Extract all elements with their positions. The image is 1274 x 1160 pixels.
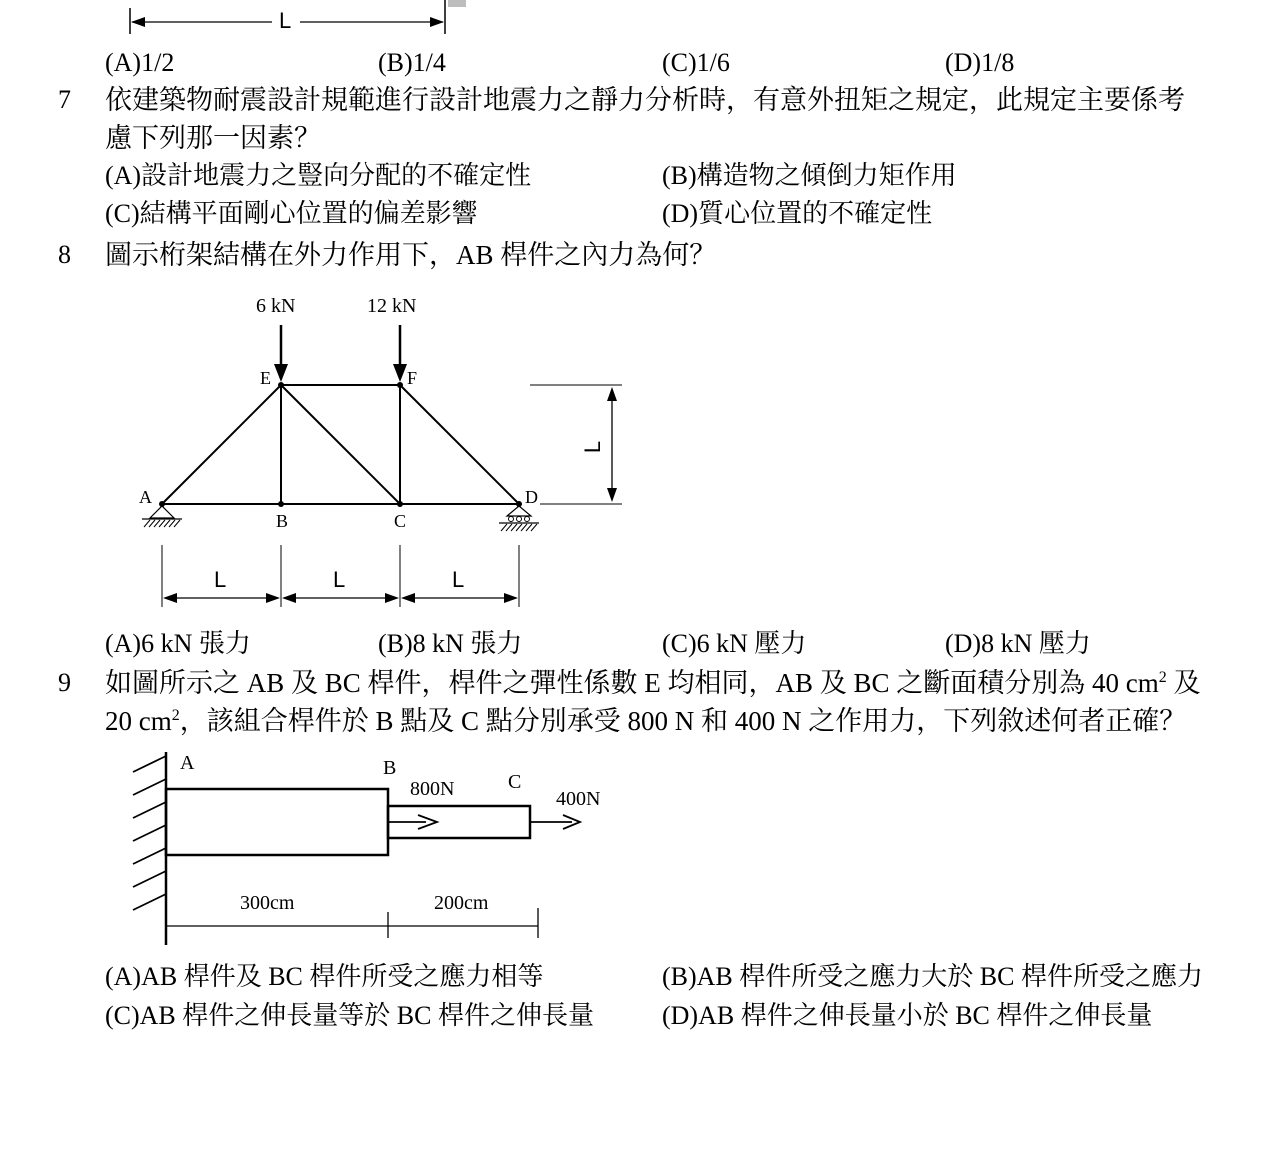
q9-stem-line2: 20 $cm^2$，該組合桿件於 B 點及 C 點分別承受 800 N 和 400 N 之作用力，下列敘述何者正確？ bbox=[105, 706, 1187, 736]
q7-option-b[interactable]: (B)構造物之傾倒力矩作用 bbox=[662, 161, 957, 190]
q6-option-b[interactable]: (B)1/4 bbox=[378, 48, 446, 77]
q7-option-a[interactable]: (A)設計地震力之豎向分配的不確定性 bbox=[105, 161, 532, 190]
q7-option-c[interactable]: (C)結構平面剛心位置的偏差影響 bbox=[105, 199, 478, 228]
q6-option-d[interactable]: (D)1/8 bbox=[945, 48, 1015, 77]
q9-option-d[interactable]: (D)AB 桿件之伸長量小於 BC 桿件之伸長量 bbox=[662, 1001, 1153, 1030]
q8-option-c[interactable]: (C)6 kN 壓力 bbox=[662, 629, 807, 658]
q8-option-b[interactable]: (B)8 kN 張力 bbox=[378, 629, 523, 658]
q8-option-d[interactable]: (D)8 kN 壓力 bbox=[945, 629, 1091, 658]
bar-label-a: A bbox=[180, 752, 195, 774]
load-label-c: 400N bbox=[556, 788, 601, 810]
node-label-f: F bbox=[407, 368, 418, 388]
q8-stem: 圖示桁架結構在外力作用下，AB 桿件之內力為何？ bbox=[105, 240, 717, 270]
node-label-d: D bbox=[525, 487, 538, 507]
q7-stem-line2: 慮下列那一因素？ bbox=[105, 123, 321, 153]
q7-stem-line1: 依建築物耐震設計規範進行設計地震力之靜力分析時，有意外扭矩之規定，此規定主要係考 bbox=[105, 85, 1185, 115]
q7-option-d[interactable]: (D)質心位置的不確定性 bbox=[662, 199, 933, 228]
top-dimension-label: L bbox=[279, 8, 292, 33]
length-label-bc: 200cm bbox=[434, 892, 489, 914]
length-label-ab: 300cm bbox=[240, 892, 295, 914]
q9-option-a[interactable]: (A)AB 桿件及 BC 桿件所受之應力相等 bbox=[105, 962, 544, 991]
question-number-8: 8 bbox=[58, 240, 71, 269]
bar-label-b: B bbox=[383, 757, 397, 779]
q9-option-c[interactable]: (C)AB 桿件之伸長量等於 BC 桿件之伸長量 bbox=[105, 1001, 594, 1030]
q8-option-a[interactable]: (A)6 kN 張力 bbox=[105, 629, 251, 658]
node-label-e: E bbox=[260, 368, 271, 388]
node-label-a: A bbox=[139, 487, 152, 507]
span-label-ab: L bbox=[214, 567, 227, 592]
span-label-bc: L bbox=[333, 567, 346, 592]
load-label-b: 800N bbox=[410, 778, 455, 800]
span-label-cd: L bbox=[452, 567, 465, 592]
bar-label-c: C bbox=[508, 771, 522, 793]
q6-option-a[interactable]: (A)1/2 bbox=[105, 48, 175, 77]
q9-stem-line1: 如圖所示之 AB 及 BC 桿件，桿件之彈性係數 E 均相同，AB 及 BC 之斷面積分別為 40 $cm^2$ 及 bbox=[105, 668, 1201, 698]
q6-option-c[interactable]: (C)1/6 bbox=[662, 48, 730, 77]
node-label-c: C bbox=[394, 511, 407, 531]
question-number-7: 7 bbox=[58, 85, 71, 114]
question-number-9: 9 bbox=[58, 668, 71, 697]
load-label-f: 12 kN bbox=[367, 295, 417, 317]
load-label-e: 6 kN bbox=[256, 295, 296, 317]
height-dimension-label: L bbox=[580, 440, 606, 454]
q9-option-b[interactable]: (B)AB 桿件所受之應力大於 BC 桿件所受之應力 bbox=[662, 962, 1203, 991]
node-label-b: B bbox=[276, 511, 289, 531]
